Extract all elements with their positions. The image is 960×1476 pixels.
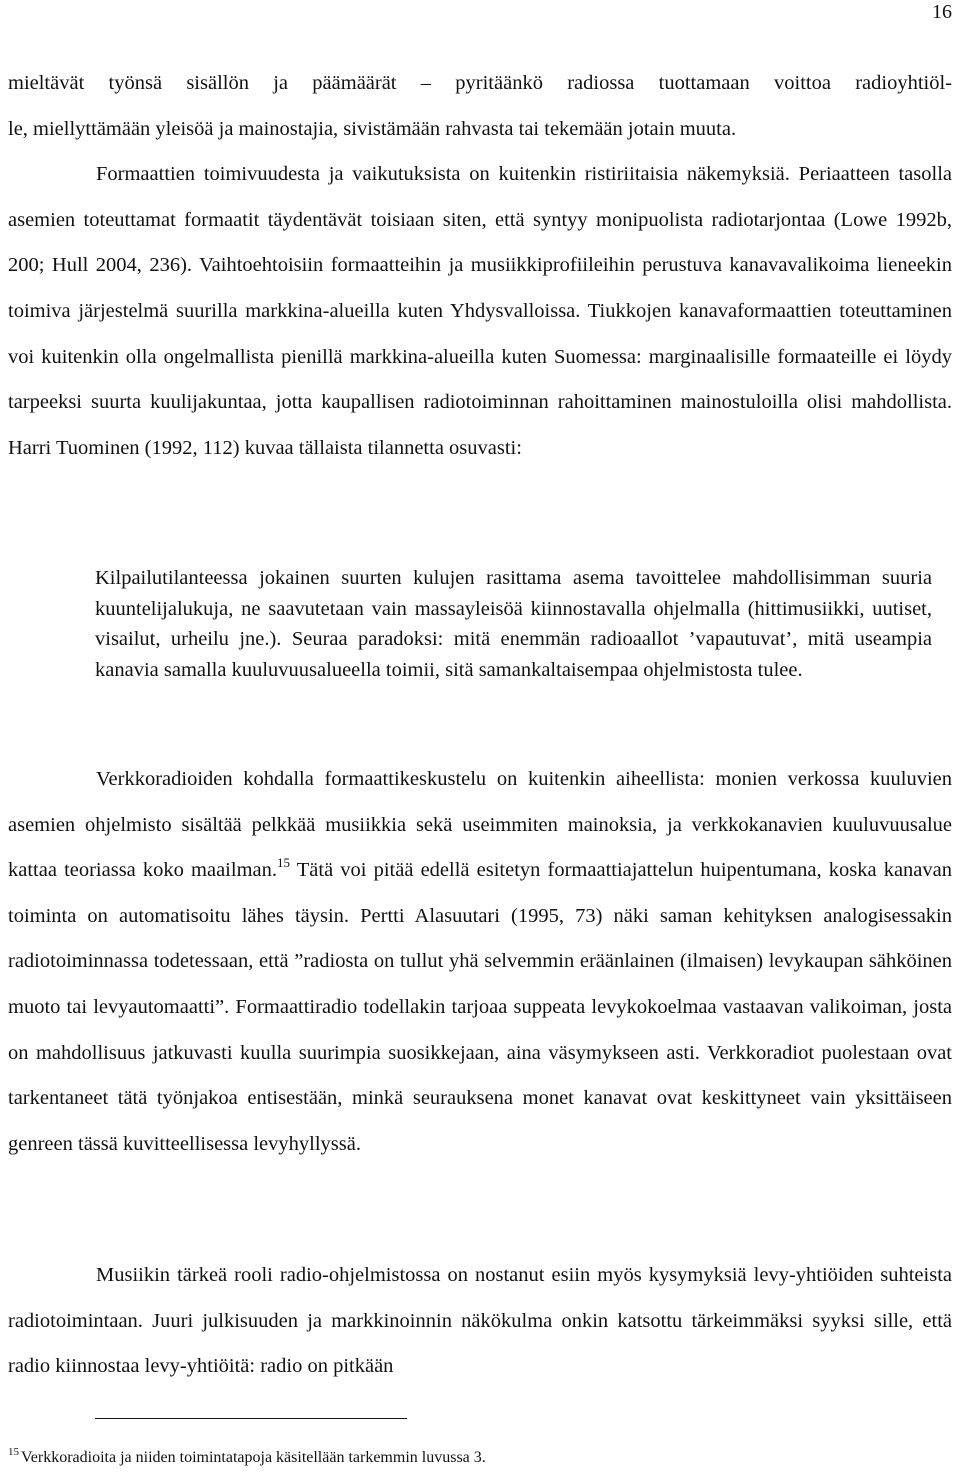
top-text-block	[8, 61, 952, 471]
paragraph-web-radio-part-1: Verkkoradioiden kohdalla formaattikeskustelu on kuitenkin aiheellista: monien verkossa kuuluvien asemien ohjelmisto sisältää pelkkää musiikkia sekä useimmiten mainoksia, ja verkkokanavien kuuluvuusalue kattaa teoriassa koko maailman.	[8, 768, 952, 882]
block-quote: Kilpailutilanteessa jokainen suurten kulujen rasittama asema tavoittelee mahdollisimman suuria kuuntelijalukuja, ne saavutetaan vain massayleisöä kiinnostavalla ohjelmalla (hittimusiikki, uutiset, visailut, urheilu jne.). Seuraa paradoksi: mitä enemmän radioaallot ’vapautuvat’, mitä useampia kanavia samalla kuuluvuusalueella toimii, sitä samankaltaisempaa ohjelmistosta tulee.	[95, 567, 932, 681]
paragraph-continuation-line-2: le, miellyttämään yleisöä ja mainostajia, sivistämään rahvasta tai tekemään jotain muuta.	[8, 117, 737, 140]
footnote	[8, 1446, 486, 1470]
paragraph-continuation-line-1: mieltävät työnsä sisällön ja päämäärät – pyritäänkö radiossa tuottamaan voittoa radioyhtiöl-	[8, 72, 952, 94]
footnote-text: Verkkoradioita ja niiden toimintatapoja käsitellään tarkemmin luvussa 3.	[21, 1449, 486, 1466]
footnote-number: 15	[8, 1446, 19, 1458]
paragraph-web-radio-text	[8, 757, 952, 1167]
page-number: 16	[932, 1, 952, 23]
paragraph-music-role-text: Musiikin tärkeä rooli radio-ohjelmistossa on nostanut esiin myös kysymyksiä levy-yhtiöiden suhteista radiotoimintaan. Juuri julkisuuden ja markkinoinnin näkökulma onkin katsottu tärkeimmäksi syyksi sille, että radio kiinnostaa levy-yhtiöitä: radio on pitkään	[8, 1264, 952, 1378]
paragraph-web-radio	[8, 757, 952, 1167]
footnote-reference[interactable]: 15	[277, 855, 290, 871]
paragraph-web-radio-part-2: Tätä voi pitää edellä esitetyn formaattiajattelun huipentumana, koska kanavan toiminta on automatisoitu lähes täysin. Pertti Alasuutari (1995, 73) näki saman kehityksen analogisessakin radiotoiminnassa todetessaan, että ”radiosta on tullut yhä selvemmin eräänlainen (ilmaisen) levykaupan sähköinen muoto tai levyautomaatti”. Formaattiradio todellakin tarjoaa suppeata levykokoelmaa vastaavan valikoiman, josta on mahdollisuus jatkuvasti kuulla suurimpia suosikkejaan, aina väsymykseen asti. Verkkoradiot puolestaan ovat tarkentaneet tätä työnjakoa entisestään, minkä seurauksena monet kanavat ovat keskittyneet vain yksittäiseen genreen tässä kuvitteellisessa levyhyllyssä.	[8, 859, 952, 1155]
paragraph-formats: Formaattien toimivuudesta ja vaikutuksista on kuitenkin ristiriitaisia näkemyksiä. Periaatteen tasolla asemien toteuttamat formaatit täydentävät toisiaan siten, että syntyy monipuolista radiotarjontaa (Lowe 1992b, 200; Hull 2004, 236). Vaihtoehtoisiin formaatteihin ja musiikkiprofiileihin perustuva kanavavalikoima lieneekin toimiva järjestelmä suurilla markkina-alueilla kuten Yhdysvalloissa. Tiukkojen kanavaformaattien toteuttaminen voi kuitenkin olla ongelmallista pienillä markkina-alueilla kuten Suomessa: marginaalisille formaateille ei löydy tarpeeksi suurta kuulijakuntaa, jotta kaupallisen radiotoiminnan rahoittaminen mainostuloilla olisi mahdollista. Harri Tuominen (1992, 112) kuvaa tällaista tilannetta osuvasti:	[8, 163, 952, 459]
paragraph-music-role	[8, 1253, 952, 1390]
footnote-separator	[95, 1418, 407, 1419]
